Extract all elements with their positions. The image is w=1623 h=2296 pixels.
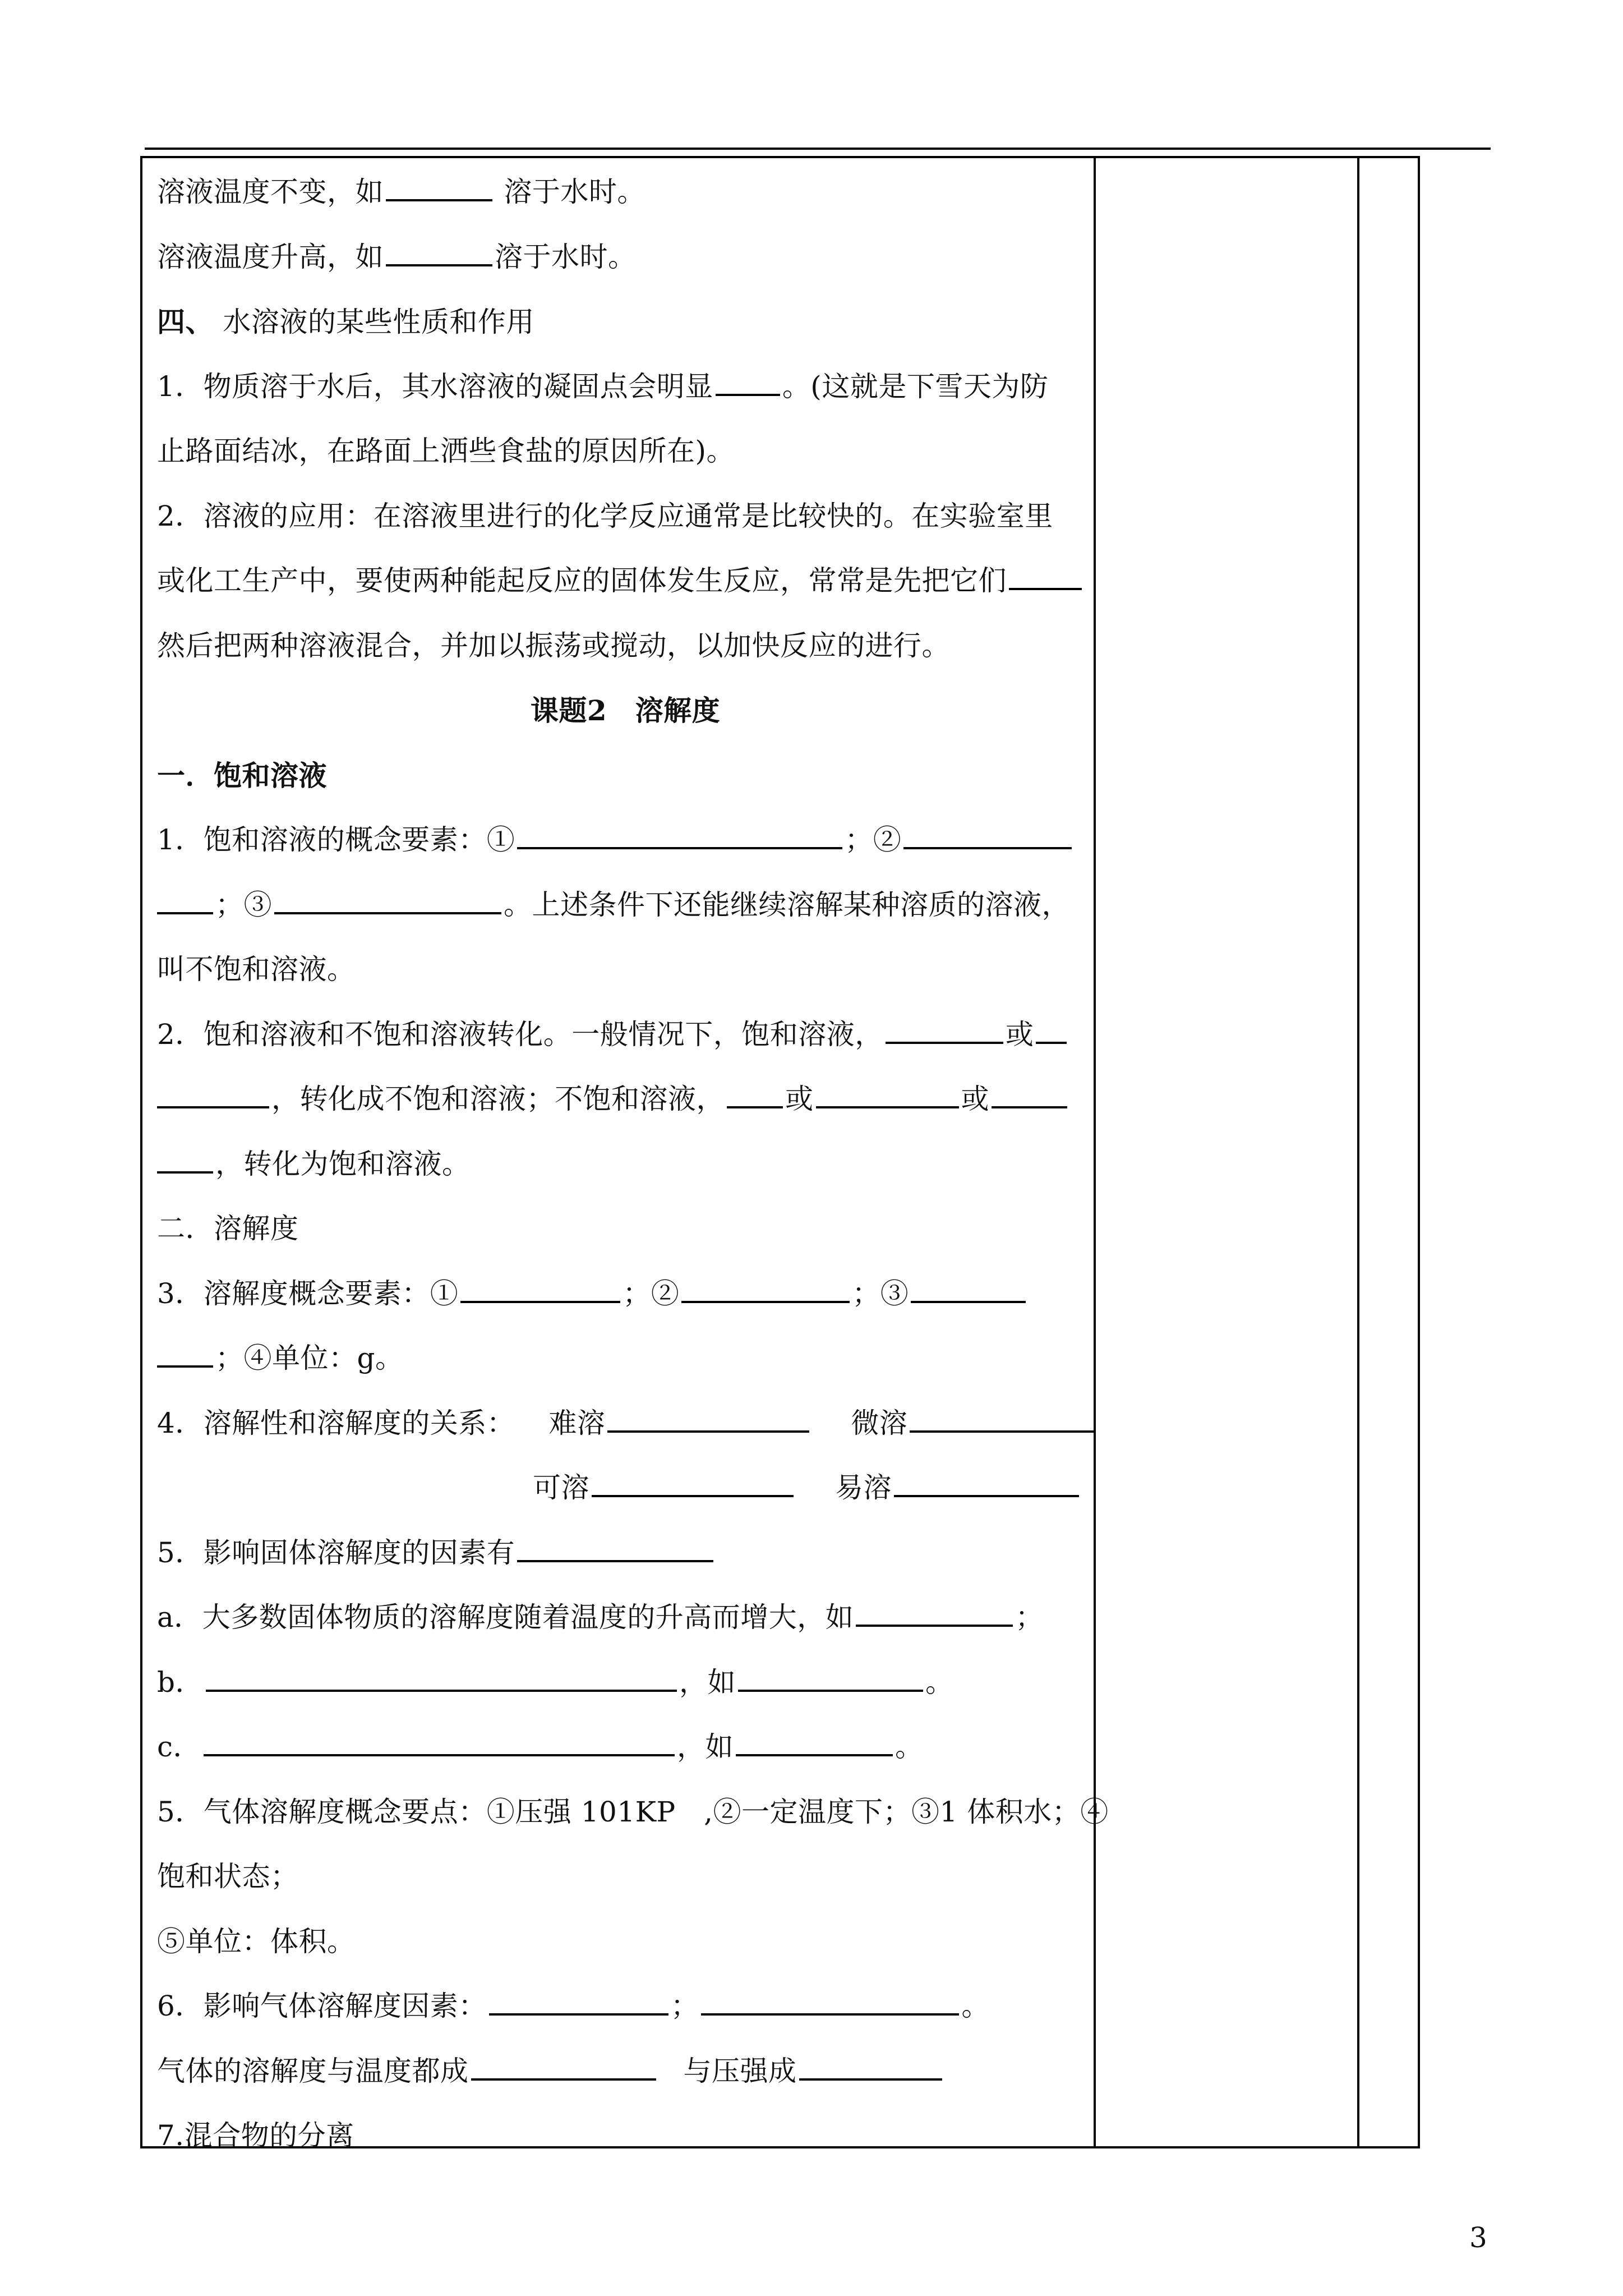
blank[interactable]	[816, 1073, 959, 1108]
line-28: ⑤单位：体积。	[157, 1925, 356, 1958]
blank[interactable]	[992, 1073, 1067, 1108]
blank[interactable]	[517, 813, 842, 849]
line-4: 1．物质溶于水后，其水溶液的凝固点会明显 。(这就是下雪天为防	[157, 355, 1094, 420]
line-15: ，转化成不饱和溶液；不饱和溶液， 或 或	[157, 1067, 1094, 1132]
blank[interactable]	[894, 1461, 1079, 1497]
section-heading: 四、 水溶液的某些性质和作用	[157, 305, 534, 338]
blank[interactable]	[517, 1526, 713, 1562]
line-1: 溶液温度不变，如 溶于水时。	[157, 160, 1094, 225]
line-25: c． ，如 。	[157, 1715, 1094, 1780]
line-20: 4．溶解性和溶解度的关系： 难溶 微溶	[157, 1391, 1094, 1456]
line-11: 1．饱和溶液的概念要素：① ；②	[157, 808, 1094, 873]
line-26: 5．气体溶解度概念要点：①压强 101KP ,②一定温度下；③1 体积水；④	[157, 1795, 1109, 1828]
blank[interactable]	[886, 1008, 1003, 1044]
lesson-title: 课题2 溶解度	[530, 694, 721, 727]
blank[interactable]	[716, 360, 780, 396]
line-21: 可溶 易溶	[157, 1456, 1094, 1521]
blank[interactable]	[274, 878, 501, 914]
blank[interactable]	[736, 1720, 893, 1756]
blank[interactable]	[1009, 554, 1082, 590]
blank[interactable]	[1036, 1008, 1067, 1044]
worksheet-content	[157, 160, 1109, 2169]
line-14: 2．饱和溶液和不饱和溶液转化。一般情况下，饱和溶液， 或	[157, 1002, 1094, 1068]
blank[interactable]	[910, 1397, 1095, 1433]
line-31: 7.混合物的分离	[157, 2119, 354, 2152]
blank[interactable]	[386, 231, 492, 266]
blank[interactable]	[204, 1720, 675, 1756]
line-16: ，转化为饱和溶液。	[157, 1132, 1094, 1197]
blank[interactable]	[157, 878, 213, 914]
blank[interactable]	[701, 1980, 959, 2016]
line-6: 2．溶液的应用：在溶液里进行的化学反应通常是比较快的。在实验室里	[157, 499, 1053, 532]
page-number: 3	[1469, 2221, 1487, 2254]
blank[interactable]	[460, 1267, 620, 1303]
blank[interactable]	[727, 1073, 783, 1108]
line-27: 饱和状态；	[157, 1860, 299, 1893]
line-24: b． ，如 。	[157, 1650, 1094, 1715]
blank[interactable]	[903, 813, 1072, 849]
line-12: ；③ 。上述条件下还能继续溶解某种溶质的溶液，	[157, 873, 1094, 938]
line-2: 溶液温度升高，如 溶于水时。	[157, 225, 1094, 290]
blank[interactable]	[799, 2045, 942, 2081]
line-19: ；④单位：g。	[157, 1326, 1094, 1391]
line-5: 止路面结冰，在路面上洒些食盐的原因所在)。	[157, 435, 735, 467]
line-29: 6．影响气体溶解度因素： ； 。	[157, 1974, 1094, 2039]
header-rule	[145, 148, 1491, 150]
line-23: a．大多数固体物质的溶解度随着温度的升高而增大，如 ；	[157, 1585, 1094, 1650]
line-22: 5．影响固体溶解度的因素有	[157, 1521, 1094, 1586]
blank[interactable]	[489, 1980, 668, 2016]
blank[interactable]	[157, 1073, 269, 1108]
section-heading: 二．溶解度	[157, 1212, 299, 1245]
line-8: 然后把两种溶液混合，并加以振荡或搅动，以加快反应的进行。	[157, 629, 950, 662]
column-divider-1	[1094, 157, 1096, 2147]
line-13: 叫不饱和溶液。	[157, 953, 356, 986]
blank[interactable]	[592, 1461, 794, 1497]
blank[interactable]	[386, 165, 492, 201]
blank[interactable]	[911, 1267, 1026, 1303]
blank[interactable]	[157, 1138, 213, 1174]
line-7: 或化工生产中，要使两种能起反应的固体发生反应，常常是先把它们	[157, 549, 1094, 614]
blank[interactable]	[856, 1591, 1013, 1627]
section-heading: 一．饱和溶液	[157, 758, 327, 792]
column-divider-2	[1357, 157, 1359, 2147]
blank[interactable]	[206, 1656, 677, 1692]
blank[interactable]	[607, 1397, 809, 1433]
blank[interactable]	[681, 1267, 850, 1303]
line-18: 3．溶解度概念要素：① ；② ；③	[157, 1262, 1094, 1327]
blank[interactable]	[738, 1656, 923, 1692]
line-30: 气体的溶解度与温度都成 与压强成	[157, 2039, 1094, 2104]
blank[interactable]	[471, 2045, 656, 2081]
blank[interactable]	[157, 1332, 213, 1368]
